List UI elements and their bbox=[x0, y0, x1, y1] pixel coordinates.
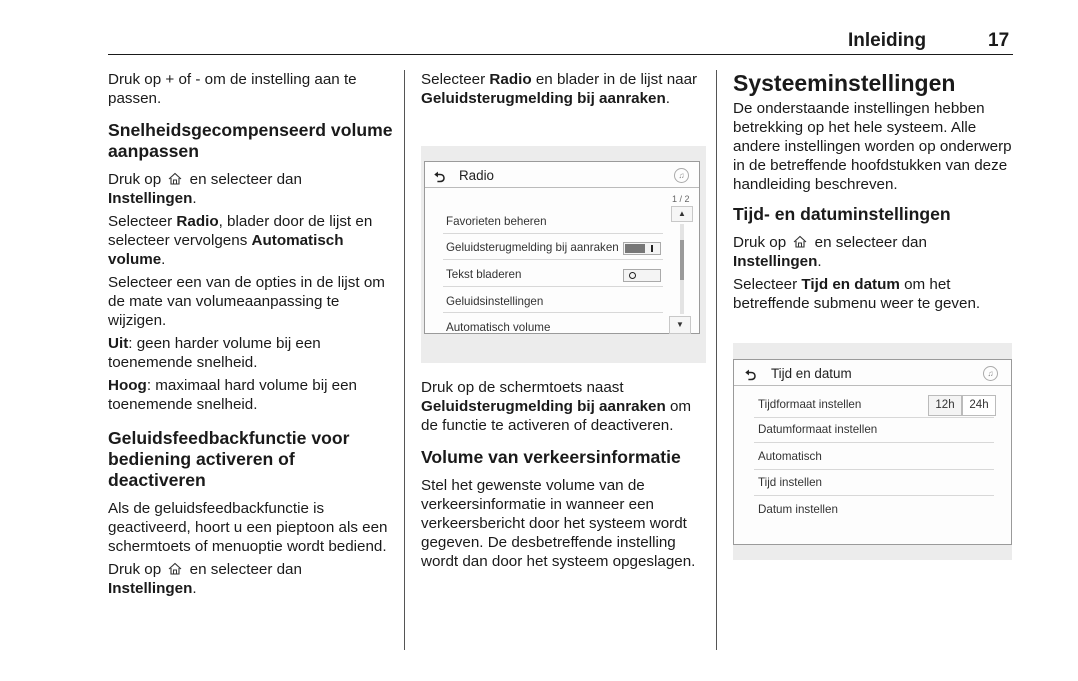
home-icon bbox=[168, 562, 182, 575]
home-icon bbox=[168, 172, 182, 185]
menu-item-tijdformaat[interactable]: Tijdformaat instellen bbox=[758, 398, 862, 411]
chapter-title: Inleiding bbox=[848, 30, 927, 51]
section-heading: Geluidsfeedbackfunctie voor bediening activeren of deactiveren bbox=[108, 428, 350, 490]
section-title: Systeeminstellingen bbox=[733, 70, 956, 96]
column-3 bbox=[733, 70, 1018, 317]
section-heading: Volume van verkeersinformatie bbox=[421, 447, 681, 467]
paragraph: Uit: geen harder volume bij een toenemende snelheid. bbox=[108, 335, 321, 371]
time-date-screen-figure bbox=[733, 343, 1012, 560]
paragraph: Stel het gewenste volume van de verkeersinformatie in wanneer een verkeersbericht door het systeem wordt gegeven. De desbetreffende instelling wordt dan door het systeem opgeslagen. bbox=[421, 477, 696, 570]
music-note-icon: ♫ bbox=[674, 168, 689, 183]
screen-title: Radio bbox=[459, 168, 494, 183]
paragraph: Als de geluidsfeedbackfunctie is geactiveerd, hoort u een pieptoon als een schermtoets of menuoptie wordt bediend. bbox=[108, 500, 388, 555]
menu-item-datum-instellen[interactable]: Datum instellen bbox=[758, 503, 838, 516]
paragraph: Druk op de schermtoets naast Geluidsterugmelding bij aanraken om de functie te activeren of deactiveren. bbox=[421, 379, 692, 434]
menu-item-favorieten[interactable]: Favorieten beheren bbox=[446, 215, 547, 228]
paragraph: Druk op en selecteer dan Instellingen. bbox=[108, 561, 302, 597]
paragraph: Selecteer Tijd en datum om het betreffende submenu weer te geven. bbox=[733, 276, 981, 312]
scrollbar-thumb[interactable] bbox=[680, 240, 684, 280]
paragraph: Druk op en selecteer dan Instellingen. bbox=[108, 171, 302, 207]
time-date-menu-panel bbox=[733, 359, 1012, 545]
header-rule bbox=[108, 54, 1013, 55]
section-heading: Snelheidsgecompenseerd volume aanpassen bbox=[108, 120, 393, 161]
paragraph: De onderstaande instellingen hebben betrekking op het hele systeem. Alle andere instellingen worden op onderwerp in de betreffende hoofdstukken van deze handleiding beschreven. bbox=[733, 100, 1012, 193]
menu-item-geluidsterugmelding[interactable]: Geluidsterugmelding bij aanraken bbox=[446, 241, 619, 254]
option-12h[interactable]: 12h bbox=[928, 395, 962, 416]
menu-item-geluidsinstellingen[interactable]: Geluidsinstellingen bbox=[446, 295, 544, 308]
menu-item-datumformaat[interactable]: Datumformaat instellen bbox=[758, 423, 878, 436]
menu-item-automatisch-volume[interactable]: Automatisch volume bbox=[446, 321, 551, 334]
screen-title: Tijd en datum bbox=[771, 366, 852, 381]
paragraph: Selecteer een van de opties in de lijst om de mate van volumeaanpassing te wijzigen. bbox=[108, 274, 385, 329]
paragraph: Selecteer Radio, blader door de lijst en selecteer vervolgens Automatisch volume. bbox=[108, 213, 373, 268]
radio-menu-panel bbox=[424, 161, 700, 334]
paragraph: Hoog: maximaal hard volume bij een toenemende snelheid. bbox=[108, 377, 358, 413]
paragraph: Druk op en selecteer dan Instellingen. bbox=[733, 234, 927, 270]
page-number: 17 bbox=[988, 30, 1010, 51]
column-2-intro bbox=[421, 70, 706, 112]
section-heading: Tijd- en datuminstellingen bbox=[733, 204, 951, 224]
radio-screen-figure bbox=[421, 146, 706, 363]
scroll-text-toggle[interactable] bbox=[623, 269, 661, 282]
back-icon[interactable]: ⮌ bbox=[434, 169, 446, 185]
page-indicator: 1 / 2 bbox=[672, 194, 690, 204]
feedback-toggle[interactable] bbox=[623, 242, 661, 255]
paragraph: Druk op + of - om de instelling aan te passen. bbox=[108, 71, 357, 107]
column-divider bbox=[716, 70, 717, 650]
menu-item-tekst-bladeren[interactable]: Tekst bladeren bbox=[446, 268, 522, 281]
back-icon[interactable]: ⮌ bbox=[745, 367, 757, 383]
music-note-icon: ♫ bbox=[983, 366, 998, 381]
option-24h[interactable]: 24h bbox=[962, 395, 996, 416]
column-divider bbox=[404, 70, 405, 650]
paragraph: Selecteer Radio en blader in de lijst naar Geluidsterugmelding bij aanraken. bbox=[421, 71, 698, 107]
scroll-down-button[interactable]: ▼ bbox=[669, 316, 691, 334]
home-icon bbox=[793, 235, 807, 248]
column-1 bbox=[108, 70, 393, 602]
menu-item-tijd-instellen[interactable]: Tijd instellen bbox=[758, 476, 823, 489]
scroll-up-button[interactable]: ▲ bbox=[671, 206, 693, 222]
menu-item-automatisch[interactable]: Automatisch bbox=[758, 450, 822, 463]
column-2-body bbox=[421, 378, 706, 575]
